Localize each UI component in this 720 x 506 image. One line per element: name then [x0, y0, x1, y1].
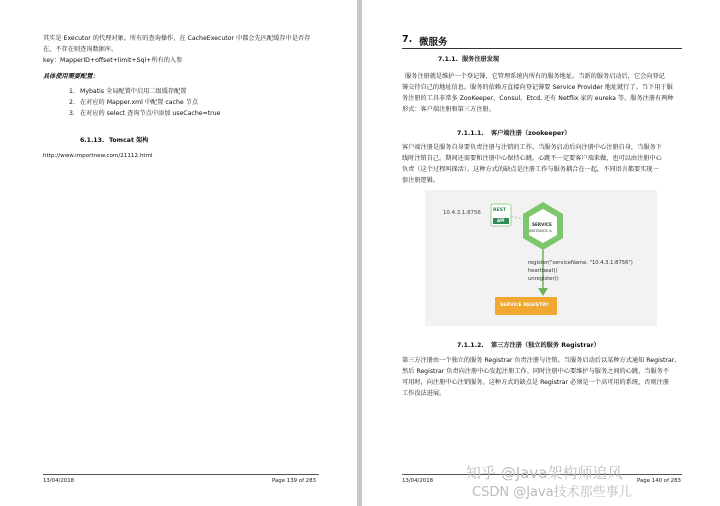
- footer-date: 13/04/2018: [402, 478, 434, 484]
- registry-label: SERVICE REGISTRY: [500, 303, 549, 308]
- body-line: 线时注销自己。期间还需要和注册中心保持心跳。心跳不一定要客户端来做，也可以由注册中心: [402, 155, 662, 162]
- section-title: 服务注册发现: [462, 56, 500, 63]
- section-number: 6.1.13.: [80, 137, 105, 144]
- chapter-number: 7.: [402, 34, 413, 45]
- api-label: API: [497, 217, 505, 223]
- body-line: 负责（这个过程叫探活）。这种方式的缺点是注册工作与服务耦合在一起，不同语言都要实现一: [402, 166, 659, 173]
- body-line: 形式：客户端注册和第三方注册。: [402, 106, 495, 113]
- config-heading: 具体使用需要配置：: [43, 73, 99, 80]
- body-line: 工作没法进展。: [402, 390, 446, 397]
- subsection-title: 客户端注册（zookeeper）: [491, 130, 571, 137]
- footer-divider: [43, 474, 319, 475]
- right-page: [362, 0, 720, 506]
- subsection-title: 第三方注册（独立的服务 Registrar）: [491, 342, 600, 349]
- api-connector: [511, 216, 525, 220]
- body-line: 服务注册就是维护一个登记簿，它管理系统内所有的服务地址。当新的服务启动后，它会向登记: [405, 73, 665, 80]
- registry-arrow-head: [538, 288, 548, 296]
- section-number: 7.1.1.: [438, 56, 458, 63]
- zhihu-watermark: 知乎 @Java架构师追风: [466, 464, 623, 482]
- heartbeat-call: heartbeat(): [528, 268, 558, 274]
- body-line: 第三方注册由一个独立的服务 Registrar 负责注册与注销。当服务启动后以某种方式通知 Registrar,: [402, 357, 677, 364]
- service-address: 10.4.3.1:8756: [443, 210, 481, 216]
- chapter-title: 微服务: [419, 37, 448, 48]
- list-item: 在对应的 Mapper.xml 中配置 cache 节点: [80, 99, 199, 106]
- service-label: SERVICE: [532, 222, 552, 227]
- list-item: Mybatis 全局配置中启用二级缓存配置: [80, 88, 187, 95]
- list-number: 2.: [69, 99, 75, 106]
- left-page: [0, 0, 357, 506]
- reference-link[interactable]: http://www.importnew.com/21112.html: [43, 153, 153, 159]
- body-line: 可用时，向注册中心注销服务。这种方式的缺点是 Registrar 必须是一个高可用的系统，否则注册: [402, 379, 670, 386]
- instance-label: INSTANCE A: [529, 228, 552, 233]
- service-registry-diagram: [425, 190, 657, 326]
- subsection-number: 7.1.1.1.: [457, 130, 484, 137]
- body-line: 务注册的工具非常多 ZooKeeper，Consul，Etcd, 还有 Netflix 家的 eureka 等。服务注册有两种: [402, 95, 674, 102]
- unregister-call: unregister(): [528, 276, 559, 282]
- body-line: 在，不存在则查询数据库。: [43, 46, 118, 53]
- body-line: 簿交待自己的地址信息。服务的依赖方直接向登记簿要 Service Provider 地址就行了。当下用于服: [402, 84, 673, 91]
- body-line: 然后 Registrar 负责向注册中心发起注册工作。同时注册中心要维护与服务之间的心跳，当服务不: [402, 368, 670, 375]
- list-number: 1.: [69, 88, 75, 95]
- footer-date: 13/04/2018: [43, 478, 75, 484]
- body-line: key：MapperID+offset+limit+Sql+所有的入参: [43, 57, 183, 64]
- section-title: Tomcat 架构: [109, 137, 149, 144]
- rest-label: REST: [493, 208, 507, 213]
- csdn-watermark: CSDN @Java技术那些事儿: [472, 485, 632, 500]
- page-number: Page 140 of 283: [637, 478, 681, 484]
- page-number: Page 139 of 283: [272, 478, 316, 484]
- body-line: 客户端注册是服务自身要负责注册与注销的工作。当服务启动后向注册中心注册自身，当服务下: [402, 144, 662, 151]
- list-item: 在对应的 select 查询节点中添加 useCache=true: [80, 110, 221, 117]
- list-number: 3.: [69, 110, 75, 117]
- body-line: 套注册逻辑。: [402, 177, 440, 184]
- subsection-number: 7.1.1.2.: [457, 342, 484, 349]
- chapter-rule: [402, 48, 682, 49]
- register-call: register("serviceName, "10.4.3.1:8756"): [528, 260, 633, 266]
- body-line: 其实是 Executor 的代理对象。所有的查询操作，在 CacheExecutor 中都会先匹配缓存中是否存: [43, 35, 311, 42]
